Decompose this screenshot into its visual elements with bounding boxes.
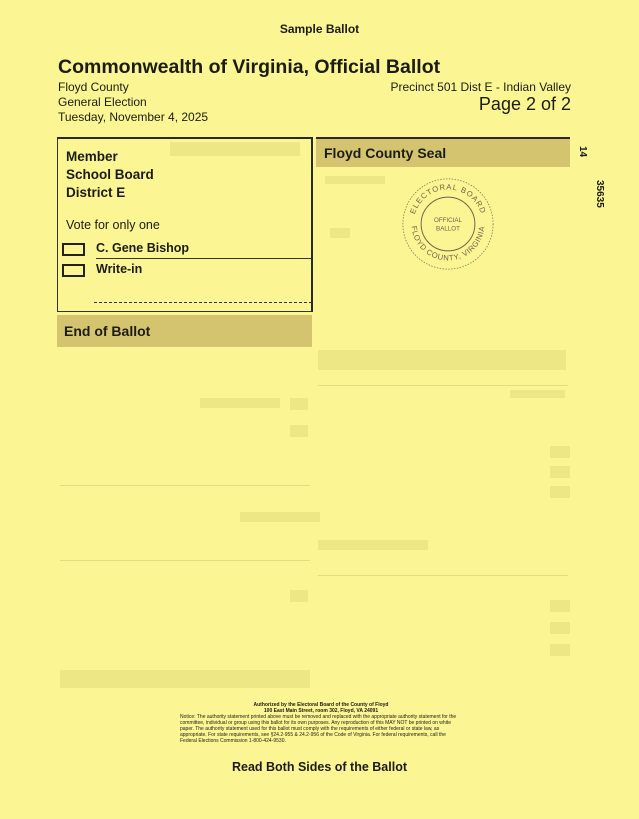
vote-instruction: Vote for only one: [66, 218, 160, 232]
bleed-through: [60, 670, 310, 688]
bleed-through: [550, 644, 570, 656]
write-in-row[interactable]: [62, 262, 312, 280]
footer-notice: Notice: The authority statement printed above must be removed and replaced with the appropriate authority statement for the committee, individual or group using this ballot for its own purposes. Any reproduction of this MAY NOT be printed on white paper. The authority statement used for this ballot must comply with the requirements of either federal or state law, as appropriate. For state requirements, see §24.2-955 & 24.2-956 of the Code of Virginia. For federal requirements, call the Federal Elections Commission 1-800-424-9530.: [180, 714, 457, 744]
bleed-through: [290, 590, 308, 602]
bleed-through: [318, 540, 428, 550]
seal-label: Floyd County Seal: [324, 145, 447, 161]
ballot-main-title: Commonwealth of Virginia, Official Ballot: [58, 56, 441, 78]
write-in-label: Write-in: [96, 262, 143, 276]
side-ballot-id: 35635: [594, 180, 605, 208]
contest-top-rule: [57, 137, 313, 139]
vote-oval[interactable]: [62, 264, 85, 277]
bleed-through: [550, 600, 570, 612]
svg-text:ELECTORAL BOARD: [408, 182, 488, 215]
contest-title-line: School Board: [66, 167, 154, 182]
county-seal: [400, 176, 496, 272]
bleed-through: [60, 560, 310, 561]
contest-title-line: Member: [66, 149, 118, 164]
bleed-through: [550, 622, 570, 634]
precinct-label: Precinct 501 Dist E - Indian Valley: [390, 80, 571, 94]
bleed-through: [325, 176, 385, 184]
candidate-row[interactable]: [62, 241, 312, 259]
seal-center-line: OFFICIAL: [433, 217, 463, 225]
read-both-sides-note: Read Both Sides of the Ballot: [231, 760, 407, 774]
seal-ring-top-text: ELECTORAL BOARD: [408, 182, 488, 216]
side-page-number: 14: [577, 146, 588, 158]
bleed-through: [330, 228, 350, 238]
bleed-through: [290, 398, 308, 410]
footer-authority-block: [180, 702, 462, 744]
county-name: Floyd County: [58, 80, 129, 94]
bleed-through: [318, 385, 568, 386]
page-indicator: Page 2 of 2: [478, 94, 571, 114]
bleed-through: [200, 398, 280, 408]
bleed-through: [318, 350, 566, 370]
candidate-underline: [96, 258, 311, 259]
footer-address: 100 East Main Street, room 302, Floyd, VA 24091: [263, 708, 379, 714]
column-divider: [311, 137, 313, 312]
bleed-through: [240, 512, 320, 522]
write-in-line[interactable]: [94, 302, 312, 303]
bleed-through: [550, 486, 570, 498]
bleed-through: [550, 446, 570, 458]
seal-ring-bottom-text: FLOYD COUNTY, VIRGINIA: [409, 225, 487, 263]
bleed-through: [318, 575, 568, 576]
footer-authorized: Authorized by the Electoral Board of the County of Floyd: [253, 702, 389, 708]
election-date: Tuesday, November 4, 2025: [58, 110, 209, 124]
candidate-name: C. Gene Bishop: [96, 241, 190, 255]
end-of-ballot-label: End of Ballot: [64, 323, 151, 339]
vote-oval[interactable]: [62, 243, 85, 256]
bleed-through: [550, 466, 570, 478]
bleed-through: [290, 425, 308, 437]
sample-ballot-title: Sample Ballot: [279, 22, 360, 36]
contest-title: [66, 148, 154, 202]
contest-title-line: District E: [66, 185, 126, 200]
bleed-through: [510, 390, 565, 398]
election-type: General Election: [58, 95, 147, 109]
seal-center-line: BALLOT: [436, 225, 460, 233]
bleed-through: [60, 485, 310, 486]
